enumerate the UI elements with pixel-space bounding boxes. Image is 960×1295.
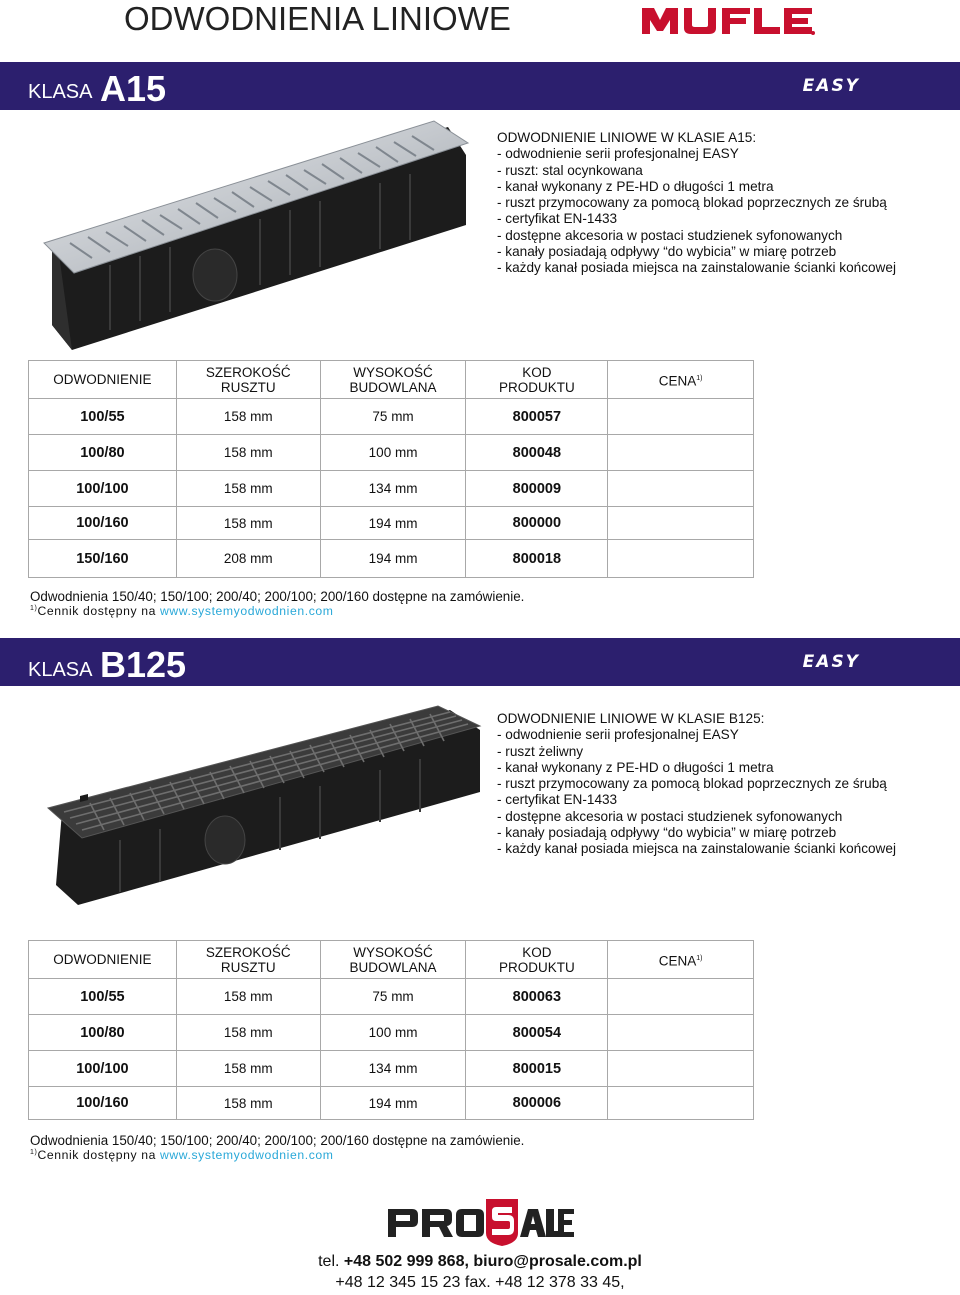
description-line: - ruszt przymocowany za pomocą blokad poprzecznych ze śrubą <box>497 195 887 211</box>
description-line: - każdy kanał posiada miejsca na zainstalowanie ścianki końcowej <box>497 260 896 276</box>
spec-table-a15 <box>28 360 754 578</box>
table-row: 100/100 158 mm 134 mm 800009 <box>29 471 754 507</box>
price-list-link[interactable]: www.systemyodwodnien.com <box>159 604 334 618</box>
klasa-code: A15 <box>100 68 167 109</box>
description-line: - odwodnienie serii profesjonalnej EASY <box>497 727 739 743</box>
description-line: - ruszt: stal ocynkowana <box>497 162 643 178</box>
header-szerokosc: SZEROKOŚĆ RUSZTU <box>176 941 320 979</box>
header-wysokosc: WYSOKOŚĆ BUDOWLANA <box>320 941 466 979</box>
description-line: - kanały posiadają odpływy “do wybicia” w miarę potrzeb <box>497 825 837 841</box>
table-row: 100/55 158 mm 75 mm 800057 <box>29 399 754 435</box>
table-row: 150/160 208 mm 194 mm 800018 <box>29 540 754 578</box>
klasa-a15-band <box>0 62 960 110</box>
description-a15 <box>497 130 896 277</box>
description-line: - dostępne akcesoria w postaci studzienek syfonowanych <box>497 808 843 824</box>
easy-series-logo: EASY <box>802 76 860 96</box>
phone-email[interactable]: +48 502 999 868, biuro@prosale.com.pl <box>343 1253 642 1270</box>
header-kod: KOD PRODUKTU <box>466 941 608 979</box>
klasa-code: B125 <box>100 644 187 685</box>
table-row: 100/80 158 mm 100 mm 800054 <box>29 1015 754 1051</box>
availability-note: Odwodnienia 150/40; 150/100; 200/40; 200/100; 200/160 dostępne na zamówienie. <box>30 589 525 604</box>
table-row: 100/160 158 mm 194 mm 800000 <box>29 507 754 540</box>
spec-table-b125 <box>28 940 754 1120</box>
table-row: 100/160 158 mm 194 mm 800006 <box>29 1087 754 1120</box>
availability-note: Odwodnienia 150/40; 150/100; 200/40; 200/100; 200/160 dostępne na zamówienie. <box>30 1133 525 1148</box>
table-header-row <box>29 361 754 399</box>
page-title: ODWODNIENIA LINIOWE <box>124 0 511 37</box>
description-line: - kanał wykonany z PE-HD o długości 1 metra <box>497 178 774 194</box>
tel-label: tel. <box>318 1253 340 1270</box>
product-image-a15 <box>30 115 480 355</box>
description-line: ODWODNIENIE LINIOWE W KLASIE B125: <box>497 711 765 726</box>
description-line: - odwodnienie serii profesjonalnej EASY <box>497 146 739 162</box>
description-b125 <box>497 711 896 858</box>
header-wysokosc: WYSOKOŚĆ BUDOWLANA <box>320 361 466 399</box>
header-cena: CENA$^{1)}$ <box>608 361 754 399</box>
klasa-b125-band <box>0 638 960 686</box>
description-line: - certyfikat EN-1433 <box>497 211 618 227</box>
contact-line-1 <box>0 1253 960 1271</box>
header-odwodnienie: ODWODNIENIE <box>29 941 177 979</box>
product-image-b125 <box>40 700 490 915</box>
description-line: - certyfikat EN-1433 <box>497 792 618 808</box>
price-list-link[interactable]: www.systemyodwodnien.com <box>159 1148 334 1162</box>
klasa-label: KLASA <box>28 659 93 681</box>
description-line: - każdy kanał posiada miejsca na zainstalowanie ścianki końcowej <box>497 841 896 857</box>
description-line: - kanały posiadają odpływy “do wybicia” w miarę potrzeb <box>497 244 837 260</box>
prosale-logo <box>386 1197 574 1247</box>
table-row: 100/55 158 mm 75 mm 800063 <box>29 979 754 1015</box>
header-kod: KOD PRODUKTU <box>466 361 608 399</box>
table-header-row <box>29 941 754 979</box>
description-line: - ruszt przymocowany za pomocą blokad poprzecznych ze śrubą <box>497 776 887 792</box>
header-odwodnienie: ODWODNIENIE <box>29 361 177 399</box>
mufle-logo <box>640 4 816 36</box>
easy-series-logo: EASY <box>802 652 860 672</box>
description-line: - ruszt żeliwny <box>497 743 584 759</box>
price-list-note: $^{1)}$Cennik dostępny na www.systemyodwodnien.com <box>30 1148 334 1162</box>
description-line: ODWODNIENIE LINIOWE W KLASIE A15: <box>497 130 757 145</box>
description-line: - kanał wykonany z PE-HD o długości 1 metra <box>497 759 774 775</box>
description-line: - dostępne akcesoria w postaci studzienek syfonowanych <box>497 227 843 243</box>
header-szerokosc: SZEROKOŚĆ RUSZTU <box>176 361 320 399</box>
price-list-note: $^{1)}$Cennik dostępny na www.systemyodwodnien.com <box>30 604 334 618</box>
klasa-label: KLASA <box>28 81 93 103</box>
table-row: 100/80 158 mm 100 mm 800048 <box>29 435 754 471</box>
table-row: 100/100 158 mm 134 mm 800015 <box>29 1051 754 1087</box>
header-cena: CENA$^{1)}$ <box>608 941 754 979</box>
contact-line-2: +48 12 345 15 23 fax. +48 12 378 33 45, <box>335 1274 625 1291</box>
